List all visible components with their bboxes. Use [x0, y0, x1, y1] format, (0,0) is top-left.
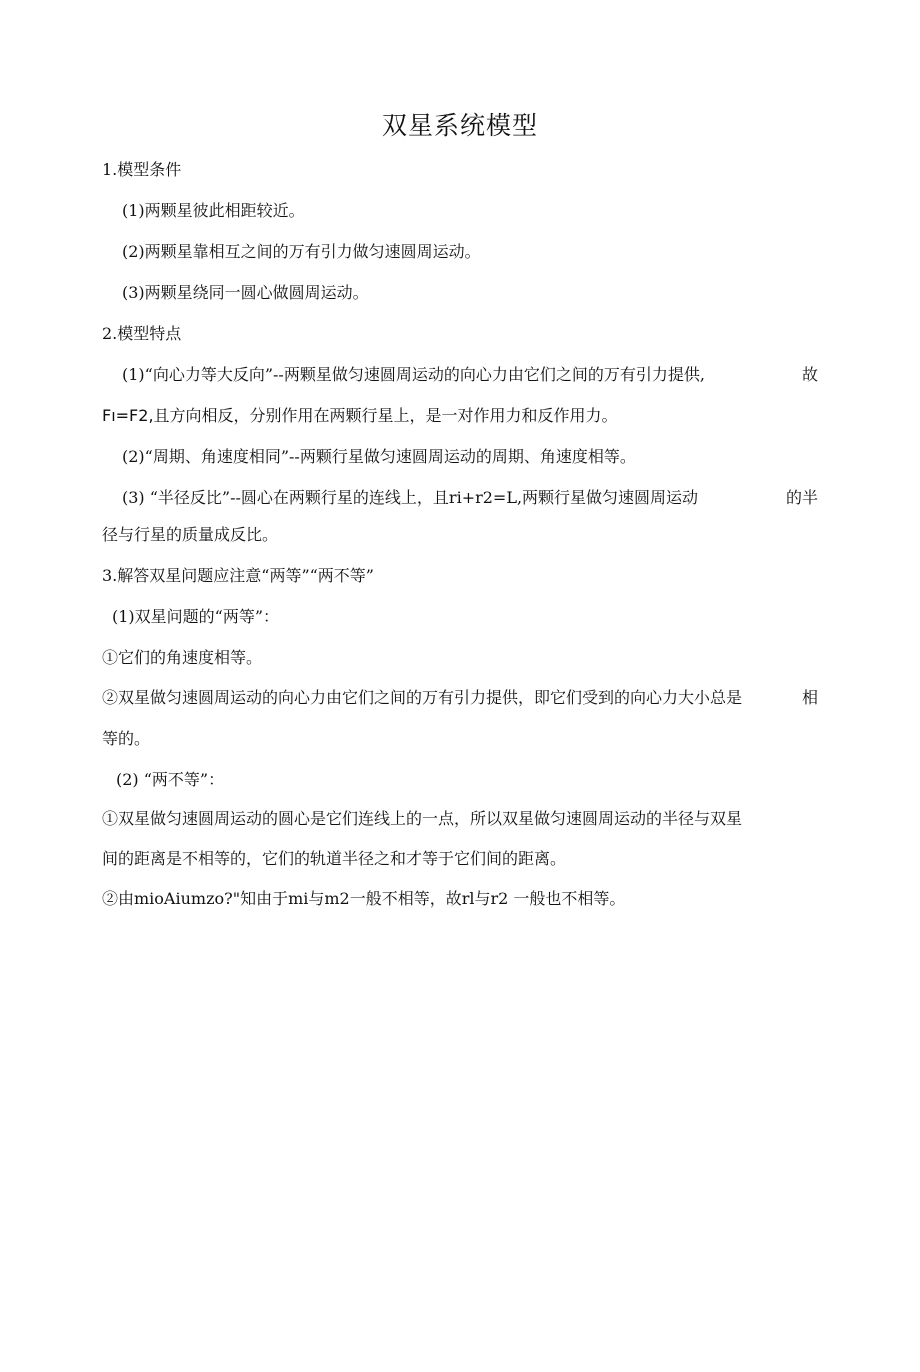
section-2-point-3-trailing: 的半	[785, 488, 818, 507]
section-2-point-1-trailing: 故	[801, 365, 818, 384]
section-2-point-1-line-2	[102, 404, 618, 428]
section-2-point-1-line-1	[122, 363, 818, 387]
section-1-item-2: (2)两颗星靠相互之间的万有引力做匀速圆周运动。	[122, 242, 481, 261]
section-1-item-3: (3)两颗星绕同一圆心做圆周运动。	[122, 283, 369, 302]
force-formula: Fı=F2,	[102, 406, 154, 425]
section-3-sub-2-item-1-line-1: ①双星做匀速圆周运动的圆心是它们连线上的一点，所以双星做匀速圆周运动的半径与双星	[102, 809, 743, 828]
section-3-sub-1: (1)双星问题的“两等”：	[112, 607, 280, 626]
section-3-sub-1-item-2-text: ②双星做匀速圆周运动的向心力由它们之间的万有引力提供，即它们受到的向心力大小总是	[102, 688, 743, 707]
section-2-heading: 2.模型特点	[102, 324, 182, 343]
section-3-sub-1-item-2-trailing: 相	[801, 688, 818, 707]
section-2-point-3-line-2: 径与行星的质量成反比。	[102, 525, 279, 544]
section-3-sub-2-item-2: ②由mioAiumzo?"知由于mi与m2一般不相等，故rl与r2 一般也不相等。	[102, 889, 626, 908]
section-3-sub-2-item-1-line-2: 间的距离是不相等的，它们的轨道半径之和才等于它们间的距离。	[102, 849, 567, 868]
section-1-item-1: (1)两颗星彼此相距较近。	[122, 201, 305, 220]
document-title: 双星系统模型	[381, 111, 538, 140]
section-3-sub-1-item-1: ①它们的角速度相等。	[102, 648, 263, 667]
section-2-point-3-line-1	[122, 486, 818, 510]
section-2-point-3-text: (3) “半径反比”--圆心在两颗行星的连线上，且ri+r2=L,两颗行星做匀速圆周运动	[122, 488, 699, 507]
section-2-point-2: (2)“周期、角速度相同”--两颗行星做匀速圆周运动的周期、角速度相等。	[122, 447, 636, 466]
section-2-point-1-text: (1)“向心力等大反向”--两颗星做匀速圆周运动的向心力由它们之间的万有引力提供,	[122, 365, 705, 384]
section-1-heading: 1.模型条件	[102, 160, 182, 179]
section-3-sub-1-item-2-line-2: 等的。	[102, 729, 151, 748]
section-2-point-1-continuation: 且方向相反，分别作用在两颗行星上，是一对作用力和反作用力。	[153, 406, 618, 425]
section-3-sub-1-item-2-line-1	[102, 686, 818, 710]
section-3-sub-2: (2) “两不等”：	[116, 770, 225, 789]
section-3-heading: 3.解答双星问题应注意“两等”“两不等”	[102, 566, 374, 585]
